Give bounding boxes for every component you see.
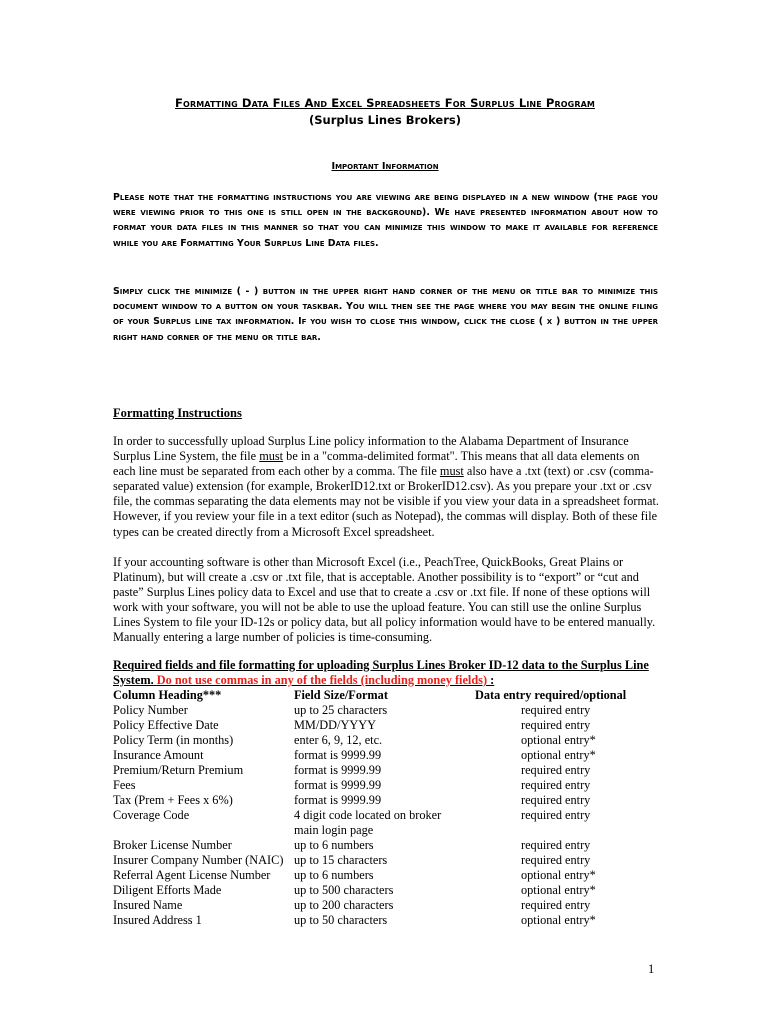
para1-text-a: In order to successfully upload Surplus Line policy information to the Alabama Department of Insurance Surplus Line System, the file — [113, 434, 629, 464]
row-column-heading: Referral Agent License Number — [113, 868, 271, 882]
row-column-heading: Policy Number — [113, 703, 188, 717]
page-number: 1 — [648, 962, 655, 976]
row-column-heading: Policy Effective Date — [113, 718, 219, 732]
row-column-heading: Insurance Amount — [113, 748, 204, 762]
row-field-size: 4 digit code located on broker main login page — [294, 808, 442, 837]
row-entry-type: required entry — [521, 703, 591, 717]
required-fields-title: Required fields and file formatting for uploading Surplus Lines Broker ID-12 data to the Surplus Line System. — [113, 658, 649, 688]
no-commas-warning: Do not use commas in any of the fields (including money fields) — [156, 673, 488, 688]
row-field-size: up to 200 characters — [294, 898, 394, 912]
row-entry-type: optional entry* — [521, 913, 596, 927]
notice-paragraph-minimize: Simply click the minimize ( - ) button in the upper right hand corner of the menu or title bar to minimize this document window to a button on your taskbar. You will then see the page where you may begin the online filing of your Surplus line tax information. If you wish to close this window, click the close ( x ) button in the upper right hand corner of the menu or title bar. — [113, 286, 658, 343]
row-column-heading: Insured Name — [113, 898, 183, 912]
row-entry-type: optional entry* — [521, 748, 596, 762]
row-field-size: format is 9999.99 — [294, 778, 382, 792]
row-column-heading: Tax (Prem + Fees x 6%) — [113, 793, 233, 807]
row-entry-type: required entry — [521, 838, 591, 852]
row-entry-type: optional entry* — [521, 883, 596, 897]
row-column-heading: Broker License Number — [113, 838, 232, 852]
row-field-size: up to 15 characters — [294, 853, 388, 867]
row-column-heading: Insurer Company Number (NAIC) — [113, 853, 284, 867]
row-entry-type: optional entry* — [521, 868, 596, 882]
row-field-size: format is 9999.99 — [294, 793, 382, 807]
row-field-size: up to 500 characters — [294, 883, 394, 897]
formatting-instructions-heading: Formatting Instructions — [113, 406, 242, 420]
row-field-size: up to 6 numbers — [294, 838, 374, 852]
row-column-heading: Fees — [113, 778, 136, 792]
row-entry-type: required entry — [521, 898, 591, 912]
required-fields-heading — [113, 658, 663, 688]
document-title: Formatting Data Files And Excel Spreadsheets For Surplus Line Program — [175, 96, 595, 110]
row-entry-type: required entry — [521, 808, 591, 822]
must-emphasis: must — [439, 464, 464, 479]
must-emphasis: must — [259, 449, 284, 464]
row-column-heading: Premium/Return Premium — [113, 763, 244, 777]
row-field-size: format is 9999.99 — [294, 763, 382, 777]
row-field-size: format is 9999.99 — [294, 748, 382, 762]
row-field-size: enter 6, 9, 12, etc. — [294, 733, 383, 747]
row-entry-type: required entry — [521, 793, 591, 807]
field-size-header: Field Size/Format — [294, 688, 388, 702]
row-column-heading: Insured Address 1 — [113, 913, 202, 927]
data-entry-header: Data entry required/optional — [475, 688, 627, 702]
para1-text-c: also have a .txt (text) or .csv (comma-separated value) extension (for example, BrokerID12.txt or BrokerID12.csv). As you prepare your .txt or .csv file, the commas separating the data elements may not be visible if you view your data in a spreadsheet format. However, if you review your file in a text editor (such as Notepad), the commas will display. Both of these file types can be created directly from a Microsoft Excel spreadsheet. — [113, 464, 660, 539]
row-entry-type: required entry — [521, 778, 591, 792]
row-column-heading: Policy Term (in months) — [113, 733, 234, 747]
row-field-size: up to 25 characters — [294, 703, 388, 717]
paragraph-upload-requirements — [113, 434, 663, 540]
document-subtitle: (Surplus Lines Brokers) — [309, 113, 461, 127]
row-entry-type: required entry — [521, 853, 591, 867]
row-column-heading: Diligent Efforts Made — [113, 883, 222, 897]
para1-text-b: be in a "comma-delimited format". This means that all data elements on each line must be separated from each other by a comma. The file — [113, 449, 640, 479]
column-heading-header: Column Heading*** — [113, 688, 222, 702]
notice-paragraph-new-window: Please note that the formatting instructions you are viewing are being displayed in a new window (the page you were viewing prior to this one is still open in the background). We have presented information about how to format your data files in this manner so that you can minimize this window to make it available for reference while you are Formatting Your Surplus Line Data files. — [113, 192, 658, 249]
row-entry-type: required entry — [521, 763, 591, 777]
row-field-size: up to 50 characters — [294, 913, 388, 927]
row-column-heading: Coverage Code — [113, 808, 190, 822]
row-field-size: MM/DD/YYYY — [294, 718, 376, 732]
required-fields-colon: : — [487, 673, 495, 688]
paragraph-accounting-software: If your accounting software is other than Microsoft Excel (i.e., PeachTree, QuickBooks, Great Plains or Platinum), but will create a .csv or .txt file, that is acceptable. Another possibility is to “export” or “cut and paste” Surplus Lines policy data to Excel and use that to create a .csv or .txt file. If none of these options will work with your software, you will not be able to use the upload feature. You can still use the online Surplus Lines System to file your ID-12s or policy data, but all policy information would have to be entered manually. Manually entering a large number of policies is time-consuming. — [113, 555, 656, 645]
row-field-size: up to 6 numbers — [294, 868, 374, 882]
row-entry-type: optional entry* — [521, 733, 596, 747]
important-information-heading: Important Information — [331, 161, 439, 172]
row-entry-type: required entry — [521, 718, 591, 732]
